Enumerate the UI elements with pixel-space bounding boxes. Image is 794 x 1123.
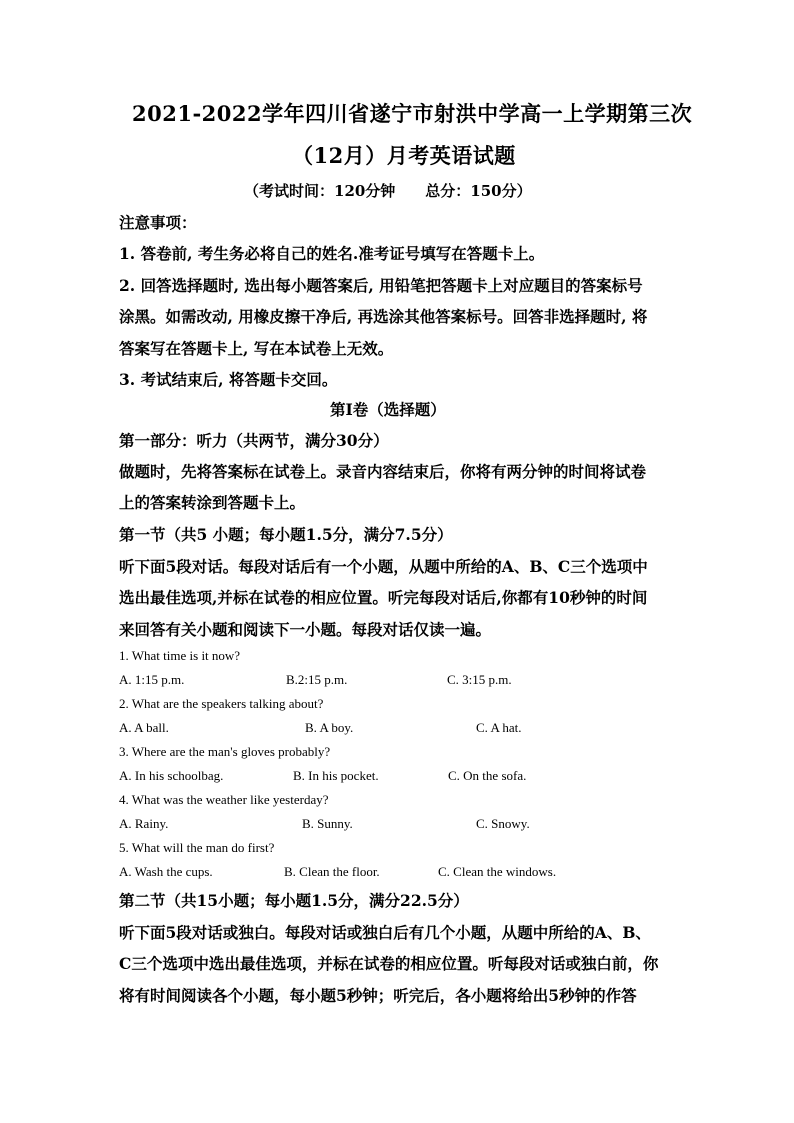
section1-intro-line-3: 来回答有关小题和阅读下一小题。每段对话仅读一遍。 xyxy=(119,620,492,639)
title-line-2: （12月）月考英语试题 xyxy=(292,143,516,168)
notice-heading: 注意事项： xyxy=(119,213,197,232)
question-3-option-c: C. On the sofa. xyxy=(448,768,527,783)
question-5-option-c: C. Clean the windows. xyxy=(438,864,557,879)
volume-title: 第I卷（选择题） xyxy=(330,400,446,419)
notice-item-2-line-2: 涂黑。如需改动, 用橡皮擦干净后, 再选涂其他答案标号。回答非选择题时, 将 xyxy=(119,307,648,326)
notice-item-3: 3. 考试结束后, 将答题卡交回。 xyxy=(119,370,338,389)
section1-intro-line-2: 选出最佳选项,并标在试卷的相应位置。听完每段对话后,你都有10秒钟的时间 xyxy=(119,588,648,607)
exam-info: （考试时间：120分钟 总分：150分） xyxy=(244,182,532,200)
section2-intro-line-1: 听下面5段对话或独白。每段对话或独白后有几个小题，从题中所给的A、B、 xyxy=(119,923,651,942)
section2-intro-line-3: 将有时间阅读各个小题，每小题5秒钟；听完后，各小题将给出5秒钟的作答 xyxy=(119,986,637,1005)
question-1-stem: 1. What time is it now? xyxy=(119,648,241,663)
section1-heading: 第一节（共5 小题；每小题1.5分，满分7.5分） xyxy=(119,525,453,544)
question-2-option-a: A. A ball. xyxy=(119,720,169,735)
question-3-option-b: B. In his pocket. xyxy=(293,768,379,783)
question-4-option-b: B. Sunny. xyxy=(302,816,353,831)
title-line-1: 2021-2022学年四川省遂宁市射洪中学高一上学期第三次 xyxy=(132,101,693,126)
question-4-option-a: A. Rainy. xyxy=(119,816,169,831)
question-2-option-b: B. A boy. xyxy=(305,720,354,735)
question-5-stem: 5. What will the man do first? xyxy=(119,840,275,855)
question-3-stem: 3. Where are the man's gloves probably? xyxy=(119,744,331,759)
question-4-stem: 4. What was the weather like yesterday? xyxy=(119,792,329,807)
question-1-option-c: C. 3:15 p.m. xyxy=(447,672,512,687)
notice-item-1: 1. 答卷前, 考生务必将自己的姓名.准考证号填写在答题卡上。 xyxy=(119,244,545,263)
question-5-option-b: B. Clean the floor. xyxy=(284,864,380,879)
part1-intro-line-1: 做题时，先将答案标在试卷上。录音内容结束后，你将有两分钟的时间将试卷 xyxy=(119,462,647,481)
question-3-option-a: A. In his schoolbag. xyxy=(119,768,224,783)
question-2-option-c: C. A hat. xyxy=(476,720,522,735)
notice-item-2-line-3: 答案写在答题卡上, 写在本试卷上无效。 xyxy=(119,339,394,358)
question-2-stem: 2. What are the speakers talking about? xyxy=(119,696,324,711)
part1-heading: 第一部分：听力（共两节，满分30分） xyxy=(119,431,389,450)
question-1-option-b: B.2:15 p.m. xyxy=(286,672,348,687)
question-1-option-a: A. 1:15 p.m. xyxy=(119,672,185,687)
part1-intro-line-2: 上的答案转涂到答题卡上。 xyxy=(119,493,306,512)
section2-heading: 第二节（共15小题；每小题1.5分，满分22.5分） xyxy=(119,891,469,910)
section1-intro-line-1: 听下面5段对话。每段对话后有一个小题，从题中所给的A、B、C三个选项中 xyxy=(119,557,648,576)
question-4-option-c: C. Snowy. xyxy=(476,816,530,831)
notice-item-2-line-1: 2. 回答选择题时, 选出每小题答案后, 用铅笔把答题卡上对应题目的答案标号 xyxy=(119,276,643,295)
section2-intro-line-2: C三个选项中选出最佳选项，并标在试卷的相应位置。听每段对话或独白前，你 xyxy=(119,954,659,973)
question-5-option-a: A. Wash the cups. xyxy=(119,864,213,879)
